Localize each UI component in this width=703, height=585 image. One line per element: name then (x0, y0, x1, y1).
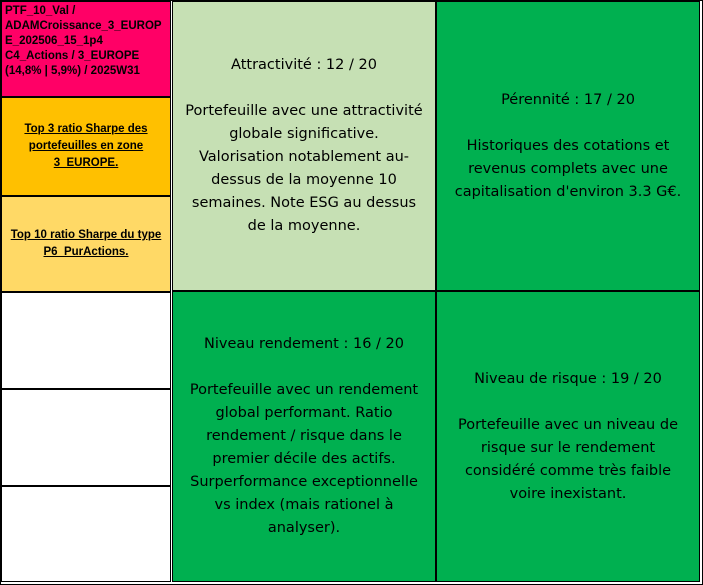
rendement-body: Portefeuille avec un rendement global performant. Ratio rendement / risque dans le premier décile des actifs. Surperformance exceptionnelle vs index (mais rationel à analyser). (189, 382, 419, 536)
perennite-card (436, 1, 700, 291)
attractivite-card (172, 1, 436, 291)
top10-sharpe-text: Top 10 ratio Sharpe du type P6_PurActions. (10, 229, 162, 258)
attractivite-title: Attractivité : 12 / 20 (231, 57, 377, 73)
rendement-title: Niveau rendement : 16 / 20 (204, 336, 404, 352)
top10-sharpe-note (1, 196, 171, 292)
perennite-body: Historiques des cotations et revenus complets avec une capitalisation d'environ 3.3 G€. (454, 137, 682, 200)
attractivite-body: Portefeuille avec une attractivité globale significative. Valorisation notablement au-dessus de la moyenne 10 semaines. Note ESG au dessus de la moyenne. (185, 103, 423, 234)
empty-cell-1 (1, 292, 171, 389)
portfolio-header (1, 1, 171, 97)
top3-sharpe-text: Top 3 ratio Sharpe des portefeuilles en zone 3_EUROPE. (24, 123, 148, 169)
risque-body: Portefeuille avec un niveau de risque sur le rendement considéré comme très faible voire inexistant. (458, 416, 678, 502)
portfolio-header-text: PTF_10_Val / ADAMCroissance_3_EUROPE_202506_15_1p4 C4_Actions / 3_EUROPE (14,8% | 5,9%) / 2025W31 (5, 5, 162, 77)
empty-cell-3 (1, 486, 171, 582)
perennite-title: Pérennité : 17 / 20 (501, 91, 635, 108)
empty-cell-2 (1, 389, 171, 486)
risque-card (436, 291, 700, 582)
risque-title: Niveau de risque : 19 / 20 (474, 370, 662, 387)
rendement-card (172, 291, 436, 582)
top3-sharpe-note (1, 97, 171, 196)
